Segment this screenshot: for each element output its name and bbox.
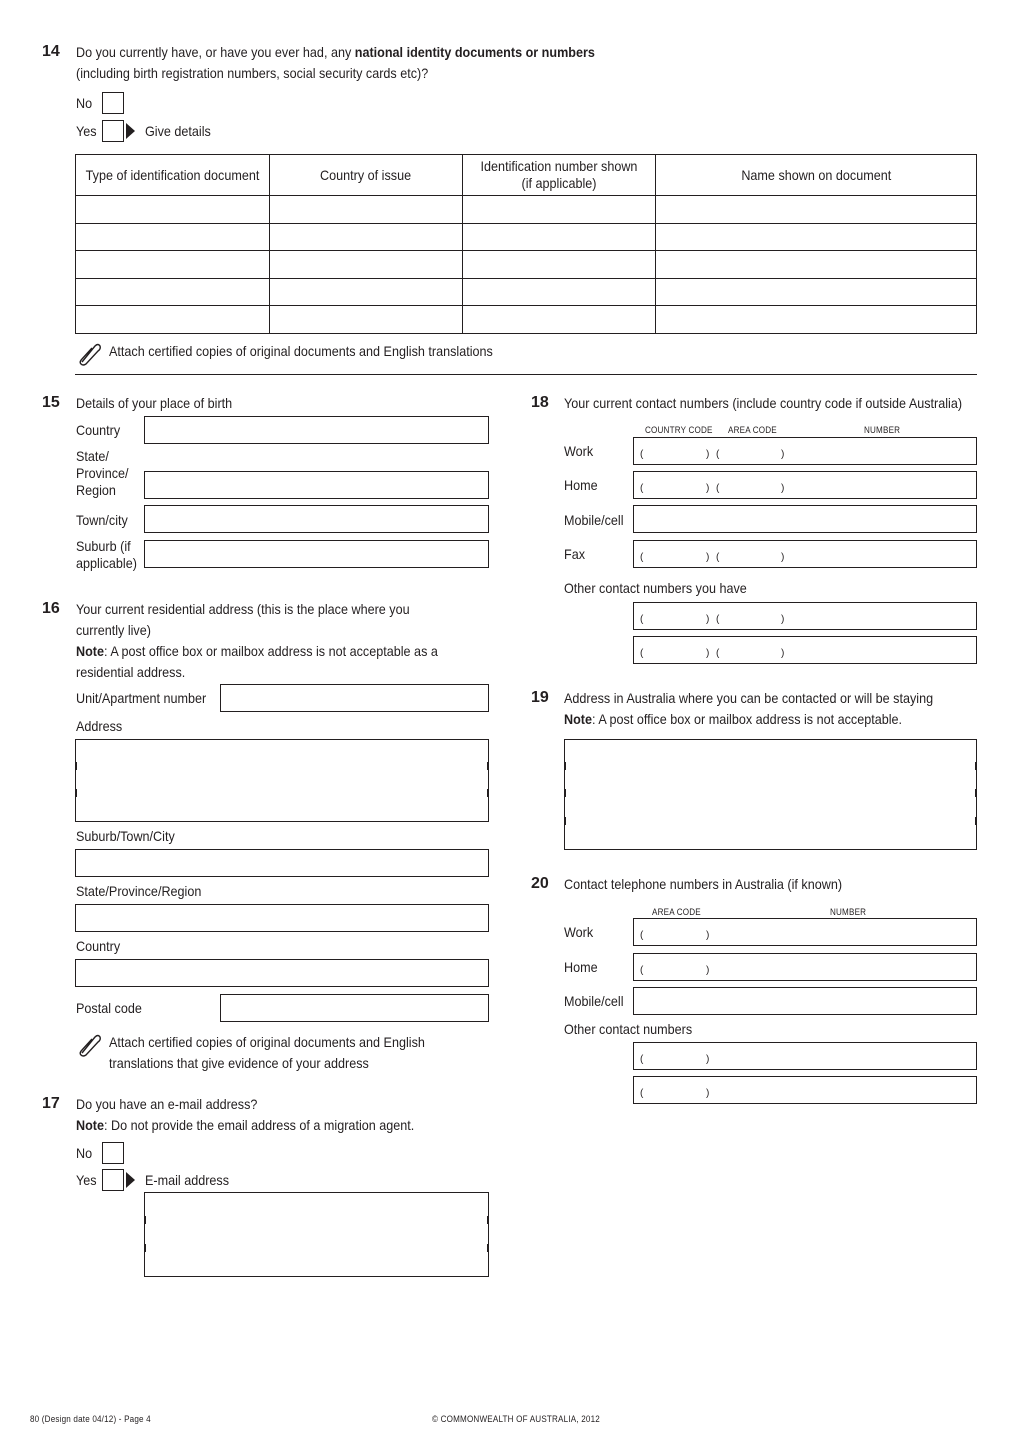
q18-other-phone-1[interactable] (633, 602, 977, 630)
q14-id-documents-table (75, 154, 977, 334)
paren-close: ) (706, 1054, 710, 1065)
birth-country-field[interactable] (144, 416, 489, 444)
table-header-cell (463, 155, 656, 196)
paren-open: ( (716, 614, 720, 625)
q18-title: Your current contact numbers (include country code if outside Australia) (564, 395, 963, 411)
q18-mobile-phone-field[interactable] (633, 505, 977, 533)
header-type: Type of identification document (85, 166, 260, 183)
q16-note-text: : A post office box or mailbox address is not acceptable as a (104, 643, 438, 659)
q19-title: Address in Australia where you can be contacted or will be staying (564, 690, 934, 706)
q16-note-1 (76, 641, 438, 662)
q18-hdr-country-code: COUNTRY CODE (645, 425, 713, 435)
header-if-applicable: (if applicable) (521, 175, 597, 191)
q20-hdr-number: NUMBER (830, 907, 867, 917)
q14-question-text: Do you currently have, or have you ever had, any (76, 44, 355, 60)
paren-open: ( (640, 930, 644, 941)
section-divider (75, 374, 977, 375)
line-tick (487, 1244, 488, 1252)
paren-open: ( (640, 965, 644, 976)
q15-state-label-1: State/ (76, 448, 109, 464)
line-tick (975, 789, 976, 797)
q19-note (564, 709, 902, 730)
q14-yes-label: Yes (76, 123, 97, 139)
q19-number: 19 (531, 689, 549, 706)
header-name: Name shown on document (741, 166, 891, 183)
q15-number: 15 (42, 394, 60, 411)
q19-note-text: : A post office box or mailbox address is not acceptable. (592, 711, 903, 727)
table-header-row (76, 155, 977, 196)
paperclip-icon (76, 1031, 102, 1057)
table-cell[interactable] (76, 306, 270, 334)
q16-note-2: residential address. (76, 664, 186, 680)
q14-question-bold: national identity documents or numbers (354, 44, 595, 60)
table-cell[interactable] (270, 196, 463, 224)
table-header-cell (76, 155, 270, 196)
line-tick (76, 762, 77, 770)
q15-title: Details of your place of birth (76, 395, 233, 411)
q20-work-phone-field[interactable] (633, 918, 977, 946)
line-tick (975, 762, 976, 770)
paren-close: ) (781, 614, 785, 625)
line-tick (565, 789, 566, 797)
paren-open: ( (716, 648, 720, 659)
q18-home-label: Home (564, 477, 598, 493)
table-row (76, 306, 977, 334)
line-tick (487, 1216, 488, 1224)
q16-attach-2: translations that give evidence of your address (109, 1055, 369, 1071)
paren-close: ) (781, 449, 785, 460)
arrow-right-icon (126, 1172, 135, 1188)
paren-close: ) (781, 552, 785, 563)
line-tick (76, 789, 77, 797)
q17-number: 17 (42, 1095, 60, 1112)
q16-title-2: currently live) (76, 622, 151, 638)
q20-other-phone-1[interactable] (633, 1042, 977, 1070)
q20-number: 20 (531, 875, 549, 892)
table-cell[interactable] (270, 251, 463, 279)
table-cell[interactable] (463, 224, 656, 251)
paren-open: ( (640, 1054, 644, 1065)
table-cell[interactable] (270, 224, 463, 251)
table-cell[interactable] (463, 306, 656, 334)
q16-address-label: Address (76, 718, 123, 734)
table-cell[interactable] (270, 306, 463, 334)
header-id-number: Identification number shown (480, 158, 638, 174)
q18-work-phone-field[interactable] (633, 437, 977, 465)
table-cell[interactable] (76, 251, 270, 279)
paren-close: ) (706, 930, 710, 941)
paren-open: ( (716, 449, 720, 460)
paren-open: ( (640, 1088, 644, 1099)
paren-open: ( (640, 483, 644, 494)
arrow-right-icon (126, 123, 135, 139)
table-cell[interactable] (76, 224, 270, 251)
q17-no-checkbox[interactable] (102, 1142, 124, 1164)
header-country: Country of issue (320, 166, 412, 183)
paren-open: ( (640, 449, 644, 460)
q15-suburb-label-2: applicable) (76, 555, 137, 571)
table-cell[interactable] (656, 279, 977, 306)
q18-hdr-area-code: AREA CODE (728, 425, 777, 435)
q20-other-phone-2[interactable] (633, 1076, 977, 1104)
unit-number-field[interactable] (220, 684, 489, 712)
q18-fax-field[interactable] (633, 540, 977, 568)
q17-note (76, 1115, 414, 1136)
q14-attach-note: Attach certified copies of original documents and English translations (109, 343, 493, 359)
table-header-cell (656, 155, 977, 196)
table-row (76, 196, 977, 224)
q16-unit-label: Unit/Apartment number (76, 690, 207, 706)
q17-note-text: : Do not provide the email address of a migration agent. (104, 1117, 415, 1133)
q18-hdr-number: NUMBER (864, 425, 901, 435)
line-tick (145, 1216, 146, 1224)
q17-yes-checkbox[interactable] (102, 1169, 124, 1191)
residential-country-field[interactable] (75, 959, 489, 987)
table-cell[interactable] (76, 196, 270, 224)
q15-town-label: Town/city (76, 512, 128, 528)
table-row (76, 279, 977, 306)
paren-open: ( (716, 483, 720, 494)
paren-close: ) (706, 965, 710, 976)
table-cell[interactable] (76, 279, 270, 306)
q18-other-phone-2[interactable] (633, 636, 977, 664)
residential-state-field[interactable] (75, 904, 489, 932)
q20-hdr-area-code: AREA CODE (652, 907, 701, 917)
australia-address-field[interactable] (564, 739, 977, 850)
q17-email-label: E-mail address (145, 1172, 230, 1188)
q16-state-label: State/Province/Region (76, 883, 202, 899)
paren-close: ) (781, 648, 785, 659)
paren-close: ) (706, 483, 710, 494)
q20-other-label: Other contact numbers (564, 1021, 693, 1037)
q16-title-1: Your current residential address (this is the place where you (76, 601, 410, 617)
q18-home-phone-field[interactable] (633, 471, 977, 499)
footer-copyright: © COMMONWEALTH OF AUSTRALIA, 2012 (432, 1414, 600, 1424)
q20-title: Contact telephone numbers in Australia (if known) (564, 876, 843, 892)
q14-number: 14 (42, 43, 60, 60)
q16-suburb-label: Suburb/Town/City (76, 828, 175, 844)
line-tick (145, 1244, 146, 1252)
footer-page-info: 80 (Design date 04/12) - Page 4 (30, 1414, 151, 1424)
q15-state-label-2: Province/ (76, 465, 129, 481)
line-tick (487, 789, 488, 797)
table-cell[interactable] (656, 196, 977, 224)
q14-no-checkbox[interactable] (102, 92, 124, 114)
q14-no-label: No (76, 95, 93, 111)
table-cell[interactable] (656, 306, 977, 334)
q17-no-label: No (76, 1145, 93, 1161)
q17-yes-label: Yes (76, 1172, 97, 1188)
table-cell[interactable] (463, 196, 656, 224)
q20-mobile-phone-field[interactable] (633, 987, 977, 1015)
q16-number: 16 (42, 600, 60, 617)
email-address-field[interactable] (144, 1192, 489, 1277)
q14-question (76, 42, 595, 63)
q14-give-details: Give details (145, 123, 211, 139)
q16-note-bold: Note (76, 643, 105, 659)
q18-fax-label: Fax (564, 546, 586, 562)
q18-work-label: Work (564, 443, 594, 459)
line-tick (565, 762, 566, 770)
postal-code-field[interactable] (220, 994, 489, 1022)
residential-address-field[interactable] (75, 739, 489, 822)
q17-title: Do you have an e-mail address? (76, 1096, 258, 1112)
paren-close: ) (706, 614, 710, 625)
q20-home-phone-field[interactable] (633, 953, 977, 981)
paren-close: ) (706, 648, 710, 659)
paren-open: ( (640, 552, 644, 563)
q15-suburb-label-1: Suburb (if (76, 538, 131, 554)
paren-open: ( (640, 648, 644, 659)
table-row (76, 251, 977, 279)
q16-attach-1: Attach certified copies of original documents and English (109, 1034, 425, 1050)
q15-country-label: Country (76, 422, 121, 438)
birth-town-field[interactable] (144, 505, 489, 533)
q19-note-bold: Note (564, 711, 593, 727)
table-cell[interactable] (270, 279, 463, 306)
q14-question-line2: (including birth registration numbers, social security cards etc)? (76, 65, 429, 81)
q16-country-label: Country (76, 938, 121, 954)
paren-close: ) (781, 483, 785, 494)
paren-close: ) (706, 1088, 710, 1099)
q20-work-label: Work (564, 924, 594, 940)
table-cell[interactable] (656, 224, 977, 251)
paren-open: ( (716, 552, 720, 563)
q16-postal-label: Postal code (76, 1000, 142, 1016)
birth-suburb-field[interactable] (144, 540, 489, 568)
q20-mobile-label: Mobile/cell (564, 993, 624, 1009)
q18-number: 18 (531, 394, 549, 411)
q17-note-bold: Note (76, 1117, 105, 1133)
table-cell[interactable] (656, 251, 977, 279)
residential-suburb-field[interactable] (75, 849, 489, 877)
paren-close: ) (706, 449, 710, 460)
q14-yes-checkbox[interactable] (102, 120, 124, 142)
q18-mobile-label: Mobile/cell (564, 512, 624, 528)
table-header-cell (270, 155, 463, 196)
table-cell[interactable] (463, 279, 656, 306)
paren-close: ) (706, 552, 710, 563)
paperclip-icon (76, 340, 102, 366)
table-row (76, 224, 977, 251)
q15-state-label-3: Region (76, 482, 116, 498)
paren-open: ( (640, 614, 644, 625)
line-tick (487, 762, 488, 770)
table-cell[interactable] (463, 251, 656, 279)
line-tick (565, 817, 566, 825)
q20-home-label: Home (564, 959, 598, 975)
q18-other-label: Other contact numbers you have (564, 580, 747, 596)
line-tick (975, 817, 976, 825)
birth-state-field[interactable] (144, 471, 489, 499)
